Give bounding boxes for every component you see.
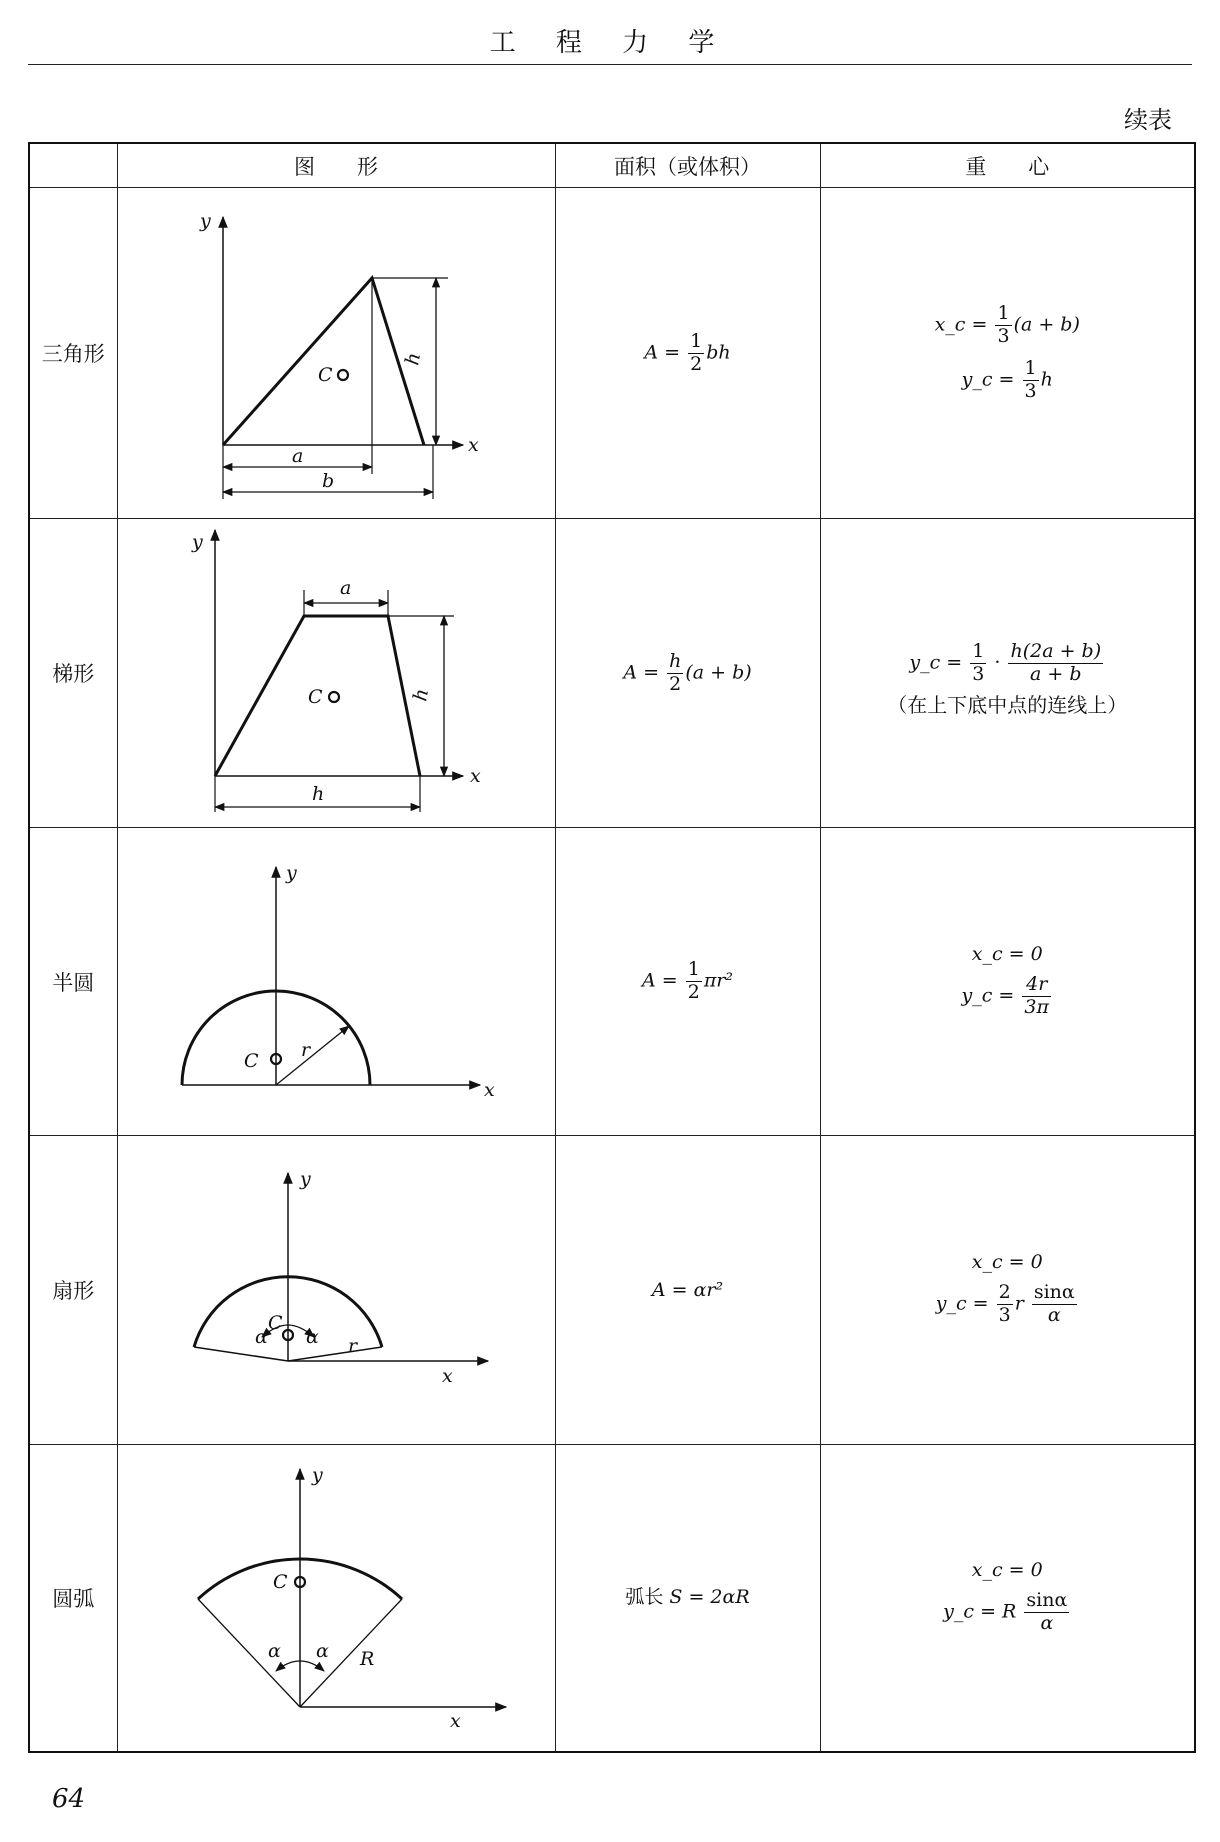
arc-length-prefix: 弧长 (625, 1586, 664, 1609)
centroid-cell (820, 1445, 1195, 1752)
area-cell: A = $\frac{1}{2}$ πr² (555, 828, 820, 1136)
running-head: 工 程 力 学 (489, 28, 731, 58)
header-row (29, 143, 1195, 188)
figure-cell (117, 828, 555, 1136)
area-lhs: A = (644, 341, 681, 363)
table-row (29, 1445, 1195, 1752)
centroid-cell (820, 1136, 1195, 1445)
alpha-left-label: α (267, 1640, 281, 1663)
header-blank (29, 143, 117, 188)
area-formula: A = αr² (651, 1278, 724, 1301)
area-cell: A = $\frac{h}{2}$ (a + b) (555, 519, 820, 828)
centroid-label: C (267, 1311, 283, 1334)
b-label: b (321, 469, 334, 492)
shape-name: 圆弧 (29, 1445, 117, 1752)
table-row (29, 1136, 1195, 1445)
h-label: h (400, 350, 425, 367)
table-row (29, 519, 1195, 828)
area-cell (555, 1136, 820, 1445)
centroid-point (329, 692, 339, 702)
arc-diagram (118, 1445, 556, 1750)
centroid-eq-x: x_c = 0 (971, 942, 1043, 965)
centroid-cell (820, 828, 1195, 1136)
shape-name: 半圆 (29, 828, 117, 1136)
y-label: y (199, 209, 211, 232)
header-centroid: 重 心 (820, 143, 1195, 188)
a-label: a (339, 576, 351, 599)
centroid-cell (820, 519, 1195, 828)
x-label: x (441, 1364, 453, 1387)
centroid-label: C (307, 685, 323, 708)
triangle-diagram (118, 189, 556, 518)
radius-line (276, 1026, 349, 1085)
centroid-cell (820, 188, 1195, 519)
centroid-eq-x: x_c = $\frac{1}{3}$ (a + b) (934, 302, 1080, 348)
table-row (29, 188, 1195, 519)
centroid-label: C (317, 363, 333, 386)
area-fraction: $\frac{1}{2}$ (687, 958, 700, 1003)
sector-edge-left (194, 1347, 288, 1361)
trapezoid-diagram (118, 520, 556, 827)
figure-cell (117, 188, 555, 519)
y-label: y (285, 861, 297, 884)
area-fraction: $\frac{1}{2}$ (690, 329, 703, 375)
centroid-eq-y: y_c = $\frac{2}{3}$ r $\frac{\sin\alpha}{\alpha}$ (935, 1281, 1075, 1326)
x-label: x (483, 1078, 495, 1101)
centroid-eq-x: x_c = 0 (971, 1558, 1043, 1581)
page-number: 64 (52, 1784, 86, 1814)
x-label: x (467, 433, 479, 456)
area-fraction: $\frac{h}{2}$ (669, 649, 682, 695)
continued-label: 续表 (1124, 106, 1172, 134)
figure-cell (117, 1445, 555, 1752)
shape-name: 三角形 (29, 188, 117, 519)
h-bottom-label: h (311, 782, 324, 805)
R-label: R (359, 1648, 374, 1671)
centroid-point (338, 370, 348, 380)
alpha-left-label: α (254, 1325, 268, 1348)
sector-diagram (118, 1137, 556, 1444)
r-label: r (300, 1038, 310, 1061)
area-cell (555, 188, 820, 519)
a-label: a (291, 444, 303, 467)
figure-cell (117, 1136, 555, 1445)
y-label: y (311, 1464, 323, 1487)
alpha-right-label: α (315, 1640, 329, 1663)
arc-length-formula: S = 2αR (669, 1586, 750, 1609)
area-rest: bh (706, 341, 731, 363)
header-area: 面积（或体积） (555, 143, 820, 188)
centroid-label: C (272, 1571, 288, 1594)
sector-edge-right (288, 1347, 382, 1361)
arc-radius-left (198, 1599, 300, 1707)
x-label: x (469, 764, 481, 787)
centroid-note: （在上下底中点的连线上） (887, 693, 1128, 718)
centroid-table (28, 142, 1196, 1753)
y-label: y (299, 1167, 311, 1190)
header-rule (28, 64, 1192, 65)
semicircle-diagram (118, 829, 556, 1135)
shape-name: 扇形 (29, 1136, 117, 1445)
header-figure: 图 形 (117, 143, 555, 188)
figure-cell (117, 519, 555, 828)
shape-name: 梯形 (29, 519, 117, 828)
centroid-eq-y: y_c = $\frac{1}{3}$ h (961, 357, 1053, 402)
centroid-eq-x: x_c = 0 (971, 1251, 1043, 1274)
y-label: y (191, 530, 203, 553)
centroid-eq-y: y_c = $\frac{1}{3}$ · $\frac{h(2a + b)}{a + b}$ (909, 639, 1102, 685)
area-cell (555, 1445, 820, 1752)
r-label: r (347, 1334, 357, 1357)
centroid-eq-y: y_c = $\frac{4r}{3\pi}$ (961, 972, 1049, 1018)
alpha-right-label: α (305, 1325, 319, 1348)
h-side-label: h (408, 686, 433, 703)
triangle-shape (223, 278, 424, 445)
centroid-eq-y: y_c = R $\frac{\sin\alpha}{\alpha}$ (943, 1588, 1068, 1634)
table-row (29, 828, 1195, 1136)
x-label: x (449, 1710, 461, 1733)
centroid-label: C (243, 1049, 259, 1072)
